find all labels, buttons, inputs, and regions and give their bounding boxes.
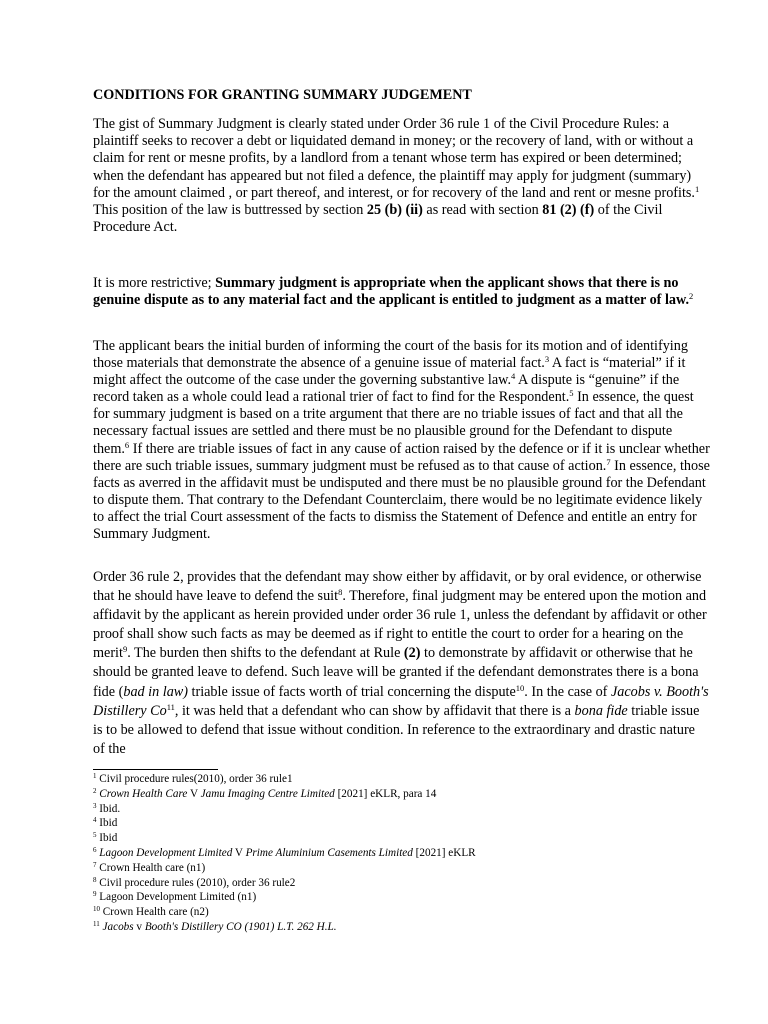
footnote-9 xyxy=(93,890,710,905)
footnote-case-party-1: Crown Health Care xyxy=(99,787,188,800)
footnote-number: 1 xyxy=(93,772,97,780)
footnote-ref-4[interactable]: 4 xyxy=(511,371,516,382)
p2-bold-statement: Summary judgment is appropriate when the applicant shows that there is no genuine dispute as to any material fact and the applicant is entitled to judgment as a matter of law. xyxy=(93,275,689,309)
footnote-number: 5 xyxy=(93,831,97,840)
footnote-2 xyxy=(93,787,710,802)
footnote-citation: [2021] eKLR xyxy=(412,846,476,859)
p4-text-b: . Therefore, final judgment may be entered upon the motion and affidavit by the applicant as herein provided under order 36 rule 1, unless the defendant by affidavit or other proof shall show such facts as may be deemed as if right to entitle the court to order for a hearing on the merit xyxy=(93,588,707,662)
footnote-number: 2 xyxy=(93,786,97,795)
paragraph-order-36-rule-2 xyxy=(93,568,710,759)
footnote-ref-7[interactable]: 7 xyxy=(606,456,611,467)
paragraph-more-restrictive xyxy=(93,275,710,309)
footnote-number: 9 xyxy=(93,890,97,899)
footnote-case-party-2: Prime Aluminium Casements Limited xyxy=(245,846,413,859)
p4-text-a: Order 36 rule 2, provides that the defendant may show either by affidavit, or by oral evidence, or otherwise that he should have leave to defend the suit xyxy=(93,569,702,605)
p3-text-b: A fact is “material” if it might affect the outcome of the case under the governing substantive law. xyxy=(93,355,686,389)
footnote-text: Civil procedure rules(2010), order 36 rule1 xyxy=(99,773,293,785)
p4-text-g: triable issue of facts worth of trial concerning the dispute xyxy=(187,683,516,700)
footnote-text: Lagoon Development Limited (n1) xyxy=(99,891,257,904)
p4-rule-ref: (2) xyxy=(403,645,421,662)
footnote-11 xyxy=(93,920,710,935)
footnote-1 xyxy=(93,772,710,787)
footnote-separator xyxy=(93,769,218,770)
p1-text-a: The gist of Summary Judgment is clearly stated under Order 36 rule 1 of the Civil Procedure Rules: a plaintiff seeks to recover a debt or liquidated demand in money; or the recovery of land, with or without a claim for rent or mesne profits, by a landlord from a tenant whose term has expired or been determined; when the defendant has appeared but not filed a defence, the plaintiff may apply for judgment (summary) for the amount claimed , or part thereof, and interest, or for recovery of the land and rent or mesne profits. xyxy=(93,116,695,201)
p1-text-b: This position of the law is buttressed by section xyxy=(93,202,367,219)
footnote-number: 3 xyxy=(93,801,97,810)
p4-italic-bona-fide: bona fide xyxy=(574,702,628,719)
footnote-case-party-1: Lagoon Development Limited xyxy=(99,846,233,859)
footnote-ref-6[interactable]: 6 xyxy=(124,439,130,450)
footnote-3 xyxy=(93,802,710,817)
footnote-versus: v xyxy=(133,920,145,933)
footnote-number: 8 xyxy=(93,875,97,884)
footnote-ref-10[interactable]: 10 xyxy=(515,682,525,693)
footnote-versus: V xyxy=(187,787,201,800)
p4-italic-bad-in-law: bad in law) xyxy=(123,683,188,700)
footnote-number: 6 xyxy=(93,845,97,854)
p3-text-f: In essence, those facts as averred in the affidavit must be undisputed and there must be no plausible ground for the Defendant to dispute them. That contrary to the Defendant Counterclaim, there would be no legitimate evidence likely to affect the trial Court assessment of the facts to dismiss the Statement of Defence and entitle an entry for Summary Judgment. xyxy=(93,457,710,543)
footnote-5 xyxy=(93,831,710,846)
p4-case-name: Jacobs v. Booth's Distillery Co xyxy=(93,683,709,719)
footnote-ref-9[interactable]: 9 xyxy=(122,644,128,655)
p1-section-ref-1: 25 (b) (ii) xyxy=(366,202,423,219)
section-heading: CONDITIONS FOR GRANTING SUMMARY JUDGEMENT xyxy=(93,87,472,103)
footnote-text: Crown Health care (n1) xyxy=(99,861,206,874)
p3-text-d: In essence, the quest for summary judgment is based on a trite argument that there are no triable issues of fact and that all the necessary factual issues are settled and there must be no plausible ground for the Defendant to dispute them. xyxy=(93,389,694,457)
footnote-ref-5[interactable]: 5 xyxy=(569,388,574,399)
p1-text-f: of the Civil Procedure Act. xyxy=(93,202,663,236)
footnote-text: Civil procedure rules (2010), order 36 rule2 xyxy=(99,876,296,889)
footnote-number: 11 xyxy=(93,919,100,928)
footnote-case-party-2: Jamu Imaging Centre Limited xyxy=(200,787,335,800)
footnote-text: Ibid xyxy=(99,832,118,845)
p3-text-a: The applicant bears the initial burden of informing the court of the basis for its motion and of identifying those materials that demonstrate the absence of a genuine issue of material fact. xyxy=(93,338,688,372)
p4-text-l: triable issue is to be allowed to defend that issue without condition. In reference to the extraordinary and drastic nature of the xyxy=(93,702,700,757)
p4-text-j: , it was held that a defendant who can show by affidavit that there is a xyxy=(174,702,575,719)
footnote-versus: V xyxy=(232,846,246,859)
footnote-7 xyxy=(93,861,710,876)
footnote-10 xyxy=(93,905,710,920)
footnote-citation: [2021] eKLR, para 14 xyxy=(334,787,437,800)
p1-text-d: as read with section xyxy=(422,202,543,219)
p3-text-e: If there are triable issues of fact in any cause of action raised by the defence or if it is unclear whether there are such triable issues, summary judgment must be refused as to that cause of action. xyxy=(93,440,710,474)
footnote-case-party-1: Jacobs xyxy=(102,920,134,933)
footnote-text: Ibid xyxy=(99,817,118,830)
footnotes-list xyxy=(93,772,710,935)
footnote-case-party-2: Booth's Distillery CO (1901) L.T. 262 H.L. xyxy=(144,920,337,933)
p4-text-e: to demonstrate by affidavit or otherwise that he should be granted leave to defend. Such leave will be granted if the defendant demonstrates there is a bona fide ( xyxy=(93,645,699,700)
paragraph-initial-burden xyxy=(93,338,710,543)
p4-text-c: . The burden then shifts to the defendant at Rule xyxy=(127,645,404,662)
footnote-number: 10 xyxy=(93,905,100,914)
footnote-8 xyxy=(93,876,710,891)
footnote-number: 4 xyxy=(93,816,97,825)
footnote-text: Crown Health care (n2) xyxy=(102,906,209,919)
p2-text-a: It is more restrictive; xyxy=(93,275,216,291)
p4-text-h: . In the case of xyxy=(524,683,611,700)
footnote-text: Ibid. xyxy=(99,802,121,815)
footnote-6 xyxy=(93,846,710,861)
footnote-ref-2[interactable]: 2 xyxy=(689,291,694,302)
p3-text-c: A dispute is “genuine” if the record taken as a whole could lead a rational trier of fact to find for the Respondent. xyxy=(93,372,680,406)
p1-section-ref-2: 81 (2) (f) xyxy=(542,202,595,219)
footnote-4 xyxy=(93,816,710,831)
footnote-ref-8[interactable]: 8 xyxy=(338,587,343,598)
footnote-ref-11[interactable]: 11 xyxy=(166,701,175,712)
paragraph-summary-judgment-gist xyxy=(93,116,710,236)
footnote-number: 7 xyxy=(93,860,97,869)
footnote-ref-3[interactable]: 3 xyxy=(544,354,550,365)
footnote-ref-1[interactable]: 1 xyxy=(694,183,700,194)
